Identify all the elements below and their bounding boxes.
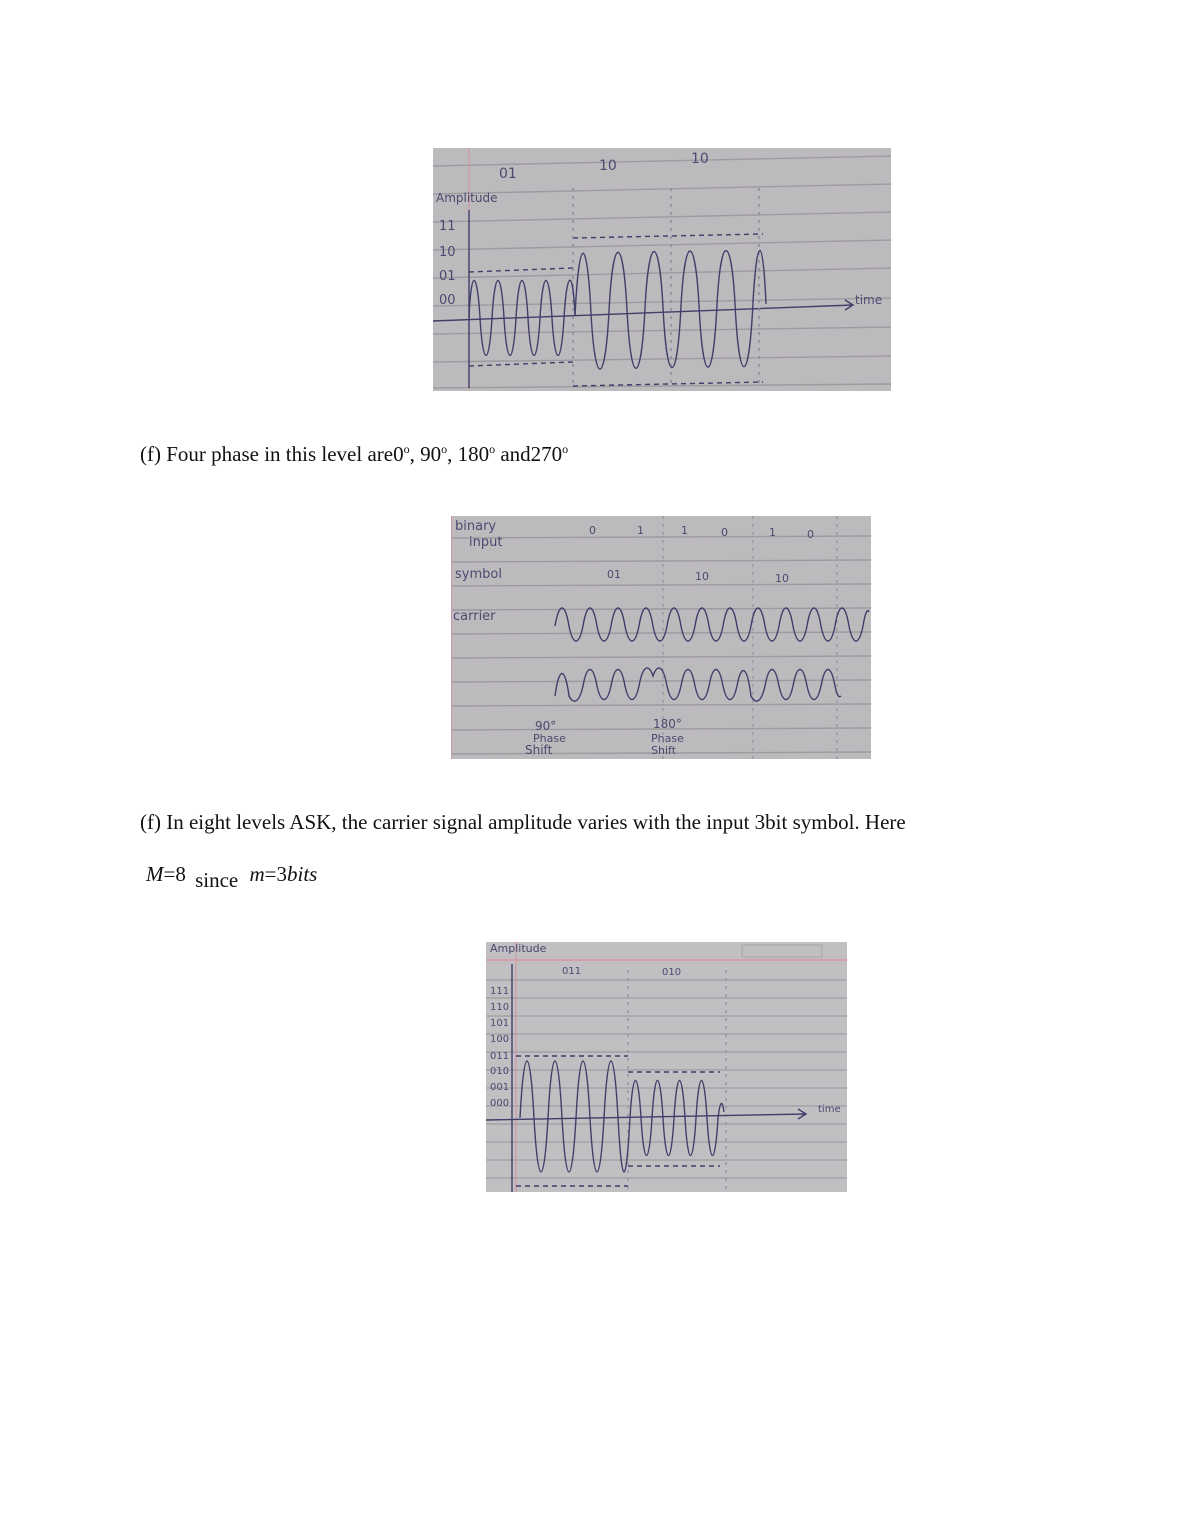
symbol-M: M: [146, 862, 164, 886]
symbol-label: 10: [695, 570, 709, 583]
four-phase-prefix: (f) Four phase in this level are: [140, 442, 394, 466]
phase-shift-label: Shift: [525, 743, 553, 757]
qpsk-photo: [451, 516, 871, 759]
bit-label: 0: [807, 528, 814, 541]
symbol-label: 01: [607, 568, 621, 581]
x-axis-label: time: [818, 1104, 841, 1115]
equals-three: =3: [264, 862, 288, 886]
phase-90: 90: [420, 442, 442, 466]
level-label: 100: [490, 1034, 510, 1045]
level-label: 00: [439, 293, 456, 308]
y-axis-label: Amplitude: [436, 191, 498, 205]
phase-0: 0: [393, 442, 404, 466]
symbol-row-label: symbol: [455, 567, 502, 582]
binary-row-label: binary: [455, 519, 497, 534]
since-word: since: [195, 868, 239, 892]
ask-8-level-sketch: [486, 942, 847, 1192]
level-label: 111: [490, 986, 510, 997]
degree-mark: o: [403, 442, 410, 456]
level-label: 01: [439, 269, 456, 284]
phase-shift-label: Shift: [651, 744, 677, 757]
degree-mark: o: [441, 442, 448, 456]
symbol-label: 10: [599, 158, 617, 174]
symbol-label: 011: [562, 966, 582, 977]
phase-180: 180: [457, 442, 490, 466]
level-label: 000: [490, 1098, 510, 1109]
bit-label: 0: [721, 526, 728, 539]
level-label: 110: [490, 1002, 510, 1013]
bit-label: 1: [769, 526, 776, 539]
phase-shift-label: Phase: [651, 732, 684, 745]
symbol-label: 01: [499, 166, 517, 182]
symbol-m: m: [249, 862, 265, 886]
math-expression: [146, 862, 318, 892]
binary-row-label: input: [469, 535, 503, 550]
level-label: 010: [490, 1066, 510, 1077]
y-axis-label: Amplitude: [490, 942, 547, 955]
ask-8-level-photo: [486, 942, 847, 1192]
separator: ,: [409, 442, 421, 466]
symbol-label: 010: [662, 967, 682, 978]
phase-shift-degree: 180°: [653, 717, 682, 731]
degree-mark: o: [489, 442, 496, 456]
x-axis-label: time: [855, 293, 883, 307]
level-label: 011: [490, 1051, 510, 1062]
carrier-row-label: carrier: [453, 609, 496, 624]
bit-label: 0: [589, 524, 596, 537]
equals-eight: =8: [163, 862, 186, 886]
qpsk-sketch: [451, 516, 871, 759]
symbol-label: 10: [691, 151, 709, 167]
level-label: 001: [490, 1082, 510, 1093]
level-label: 101: [490, 1018, 510, 1029]
bit-label: 1: [681, 524, 688, 537]
phase-270: 270: [530, 442, 563, 466]
separator: ,: [447, 442, 458, 466]
degree-mark: o: [562, 442, 569, 456]
ask-4-level-photo: [433, 148, 891, 391]
four-phase-text: [140, 442, 568, 467]
bits-word: bits: [287, 862, 318, 886]
bit-label: 1: [637, 524, 644, 537]
phase-shift-label: Phase: [533, 732, 566, 745]
level-label: 11: [439, 219, 456, 234]
ask-4-level-sketch: [433, 148, 891, 391]
symbol-label: 10: [775, 572, 789, 585]
eight-level-ask-text: (f) In eight levels ASK, the carrier signal amplitude varies with the input 3bit symbol. Here: [140, 810, 906, 834]
separator: and: [495, 442, 531, 466]
phase-shift-degree: 90°: [535, 719, 557, 733]
level-label: 10: [439, 245, 456, 260]
